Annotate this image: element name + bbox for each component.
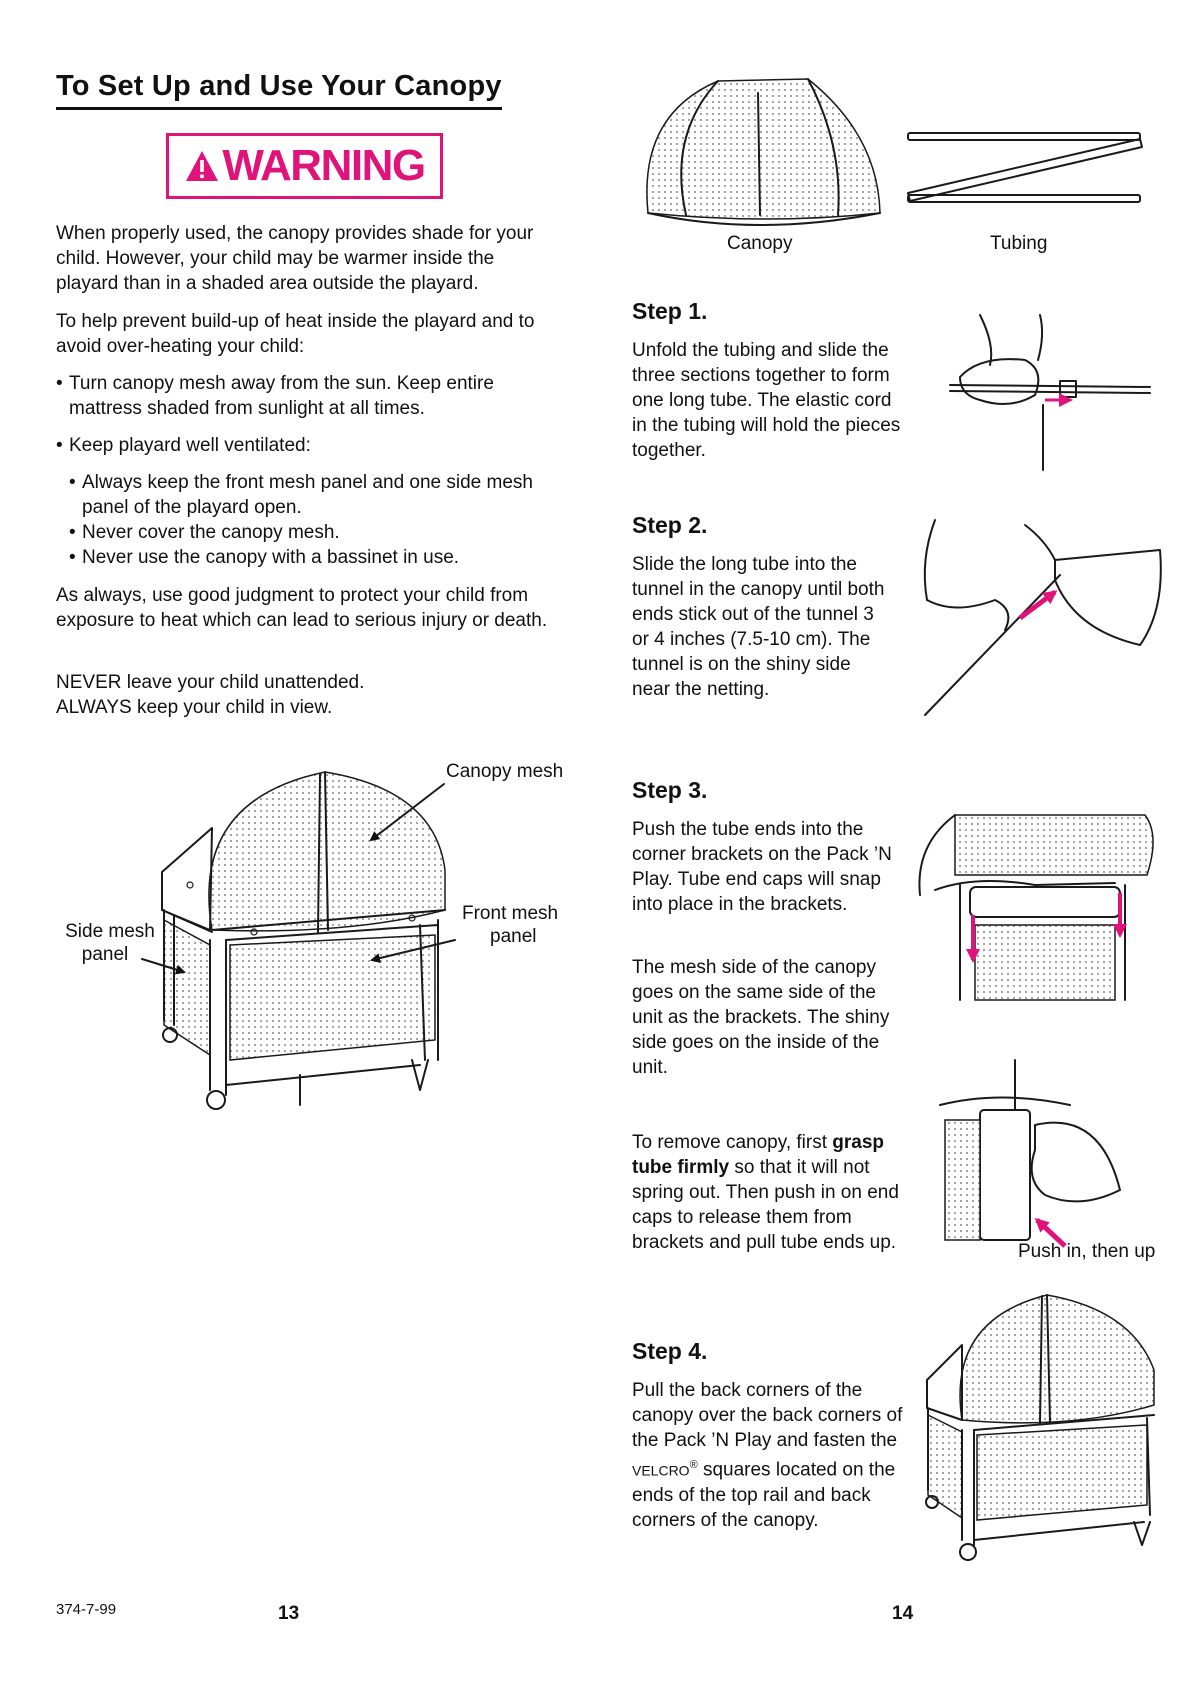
intro-paragraph: When properly used, the canopy provides shade for your child. However, your child may be warmer inside the playard than in a shaded area outside the playard.	[56, 223, 534, 294]
page-title: To Set Up and Use Your Canopy	[56, 70, 502, 110]
label-front-mesh-1: Front mesh	[462, 903, 559, 924]
remove-text	[632, 1130, 902, 1255]
step-4-text-a: Pull the back corners of the canopy over the back corners of the Pack ’N Play and fasten the	[632, 1380, 903, 1451]
label-side-mesh-2: panel	[81, 944, 129, 965]
page-number-right: 14	[892, 1603, 914, 1624]
bullet-dot: •	[56, 373, 63, 394]
warning-label: WARNING	[222, 141, 425, 190]
always-line: ALWAYS keep your child in view.	[56, 697, 333, 718]
remove-text-b: so that it will not spring out. Then push in on end caps to release them from brackets and pull tube ends up.	[632, 1157, 899, 1253]
step-1-text: Unfold the tubing and slide the three sections together to form one long tube. The elastic cord in the tubing will hold the pieces together.	[632, 340, 901, 461]
never-line: NEVER leave your child unattended.	[56, 672, 365, 693]
document-code: 374-7-99	[56, 1601, 117, 1618]
step-4-text	[632, 1378, 910, 1533]
step-3-text: Push the tube ends into the corner brackets on the Pack ’N Play. Tube end caps will snap into place in the brackets.	[632, 819, 892, 915]
remove-text-bold: grasp tube firmly	[632, 1132, 885, 1178]
step-1-illustration	[950, 315, 1160, 475]
velcro-text: VELCRO	[632, 1462, 690, 1479]
label-push-in: Push in, then up	[1018, 1241, 1156, 1262]
step-1-heading: Step 1.	[632, 298, 708, 324]
heat-paragraph: To help prevent build-up of heat inside the playard and to avoid over-heating your child:	[56, 311, 535, 357]
step-2-illustration	[915, 520, 1175, 720]
step-2-text: Slide the long tube into the tunnel in the canopy until both ends stick out of the tunnel 3 or 4 inches (7.5-10 cm). The tunnel is on the shiny side near the netting.	[632, 554, 885, 700]
step-3-illustration	[915, 815, 1165, 1000]
judgment-paragraph: As always, use good judgment to protect your child from exposure to heat which can lead to serious injury or death.	[56, 585, 548, 631]
step-4-text-b: squares located on the ends of the top rail and back corners of the canopy.	[632, 1459, 896, 1532]
bullet-text: Never cover the canopy mesh.	[82, 522, 340, 543]
bullet-dot: •	[69, 472, 76, 493]
bullet-text: Always keep the front mesh panel and one side mesh panel of the playard open.	[82, 472, 533, 518]
step-3-heading: Step 3.	[632, 777, 708, 803]
label-front-mesh-2: panel	[490, 926, 537, 947]
page-number-left: 13	[278, 1603, 300, 1624]
step-3-text-2: The mesh side of the canopy goes on the same side of the unit as the brackets. The shiny side goes on the inside of the unit.	[632, 957, 890, 1078]
label-canopy-mesh: Canopy mesh	[446, 761, 564, 782]
step-4-heading: Step 4.	[632, 1338, 708, 1364]
canopy-part-illustration	[638, 75, 883, 225]
step-4-illustration	[922, 1290, 1172, 1570]
bullet-dot: •	[69, 547, 76, 568]
tubing-part-illustration	[900, 125, 1150, 215]
bullet-text: Never use the canopy with a bassinet in use.	[82, 547, 460, 568]
bullet-text: Keep playard well ventilated:	[69, 435, 311, 456]
step-2-heading: Step 2.	[632, 512, 708, 538]
registered-mark: ®	[689, 1459, 698, 1471]
bullet-text: Turn canopy mesh away from the sun. Keep entire mattress shaded from sunlight at all times.	[69, 373, 494, 419]
label-side-mesh-1: Side mesh	[65, 921, 155, 942]
bullet-dot: •	[56, 435, 63, 456]
label-canopy: Canopy	[727, 233, 793, 254]
bullet-dot: •	[69, 522, 76, 543]
label-tubing: Tubing	[990, 233, 1048, 254]
remove-illustration	[940, 1060, 1140, 1250]
remove-text-a: To remove canopy, first	[632, 1132, 833, 1153]
